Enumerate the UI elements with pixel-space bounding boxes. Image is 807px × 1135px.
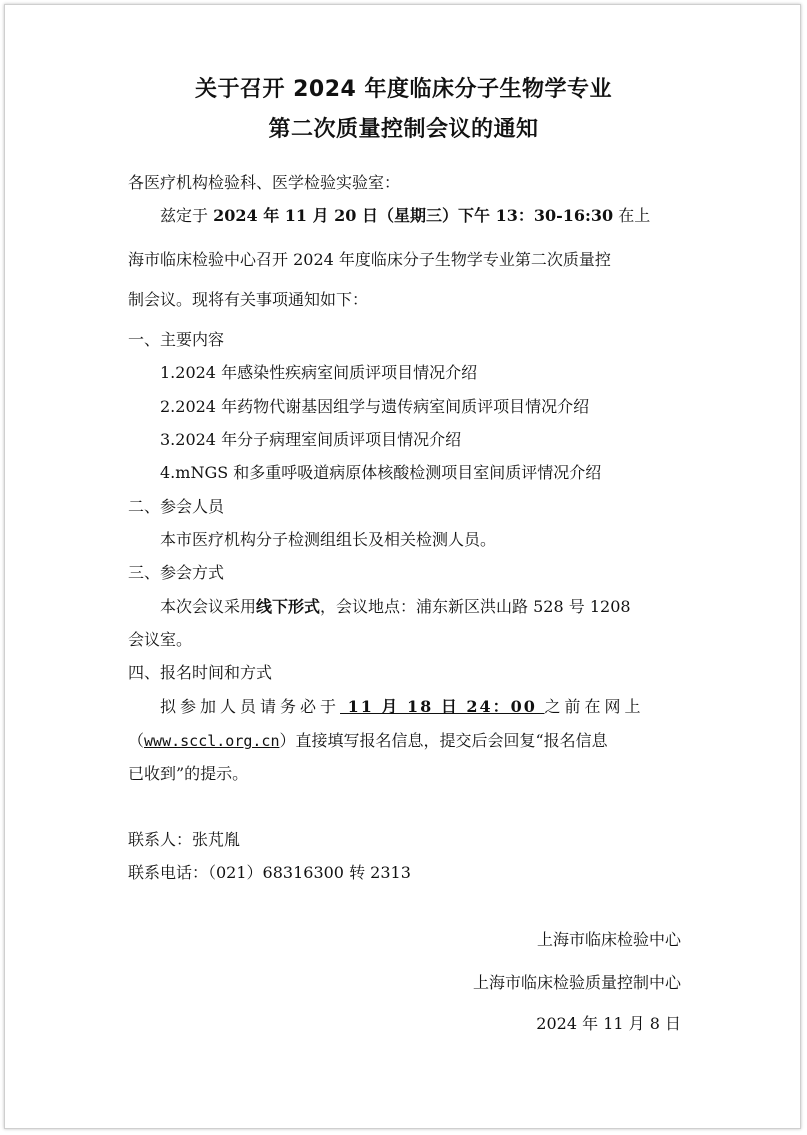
- section-3-prefix: 本次会议采用: [160, 597, 257, 616]
- section-3-line-2: 会议室。: [128, 630, 193, 649]
- section-2-text: 本市医疗机构分子检测组组长及相关检测人员。: [160, 530, 497, 549]
- intro-line-1: [160, 205, 650, 227]
- section-1-heading: 一、主要内容: [128, 330, 225, 349]
- signature-date: 2024 年 11 月 8 日: [536, 1014, 681, 1033]
- paren-open: （: [128, 731, 145, 750]
- meeting-datetime: 2024 年 11 月 20 日（星期三）下午 13：30-16:30: [213, 206, 614, 225]
- title-line-2: 第二次质量控制会议的通知: [268, 117, 539, 142]
- section-3-line-1: [160, 596, 631, 618]
- signature-org-2: 上海市临床检验质量控制中心: [472, 973, 681, 992]
- title-line-1: 关于召开 2024 年度临床分子生物学专业: [194, 77, 613, 102]
- signature-org-1: 上海市临床检验中心: [536, 930, 681, 949]
- contact-person: 联系人：张芃胤: [128, 830, 241, 849]
- salutation: 各医疗机构检验科、医学检验实验室：: [128, 173, 401, 192]
- section-4-line-3: 已收到”的提示。: [128, 764, 249, 783]
- section-4-line-2: [128, 730, 608, 752]
- section-4-suffix: 之前在网上: [544, 697, 645, 716]
- intro-line-2: 海市临床检验中心召开 2024 年度临床分子生物学专业第二次质量控: [128, 250, 611, 269]
- section-4-heading: 四、报名时间和方式: [128, 663, 273, 682]
- meeting-format: 线下形式: [256, 597, 321, 616]
- contact-phone: 联系电话：（021）68316300 转 2313: [128, 863, 411, 882]
- document-page: [4, 4, 801, 1129]
- section-4-line-2-rest: ）直接填写报名信息，提交后会回复“报名信息: [279, 731, 608, 750]
- list-item: 1.2024 年感染性疾病室间质评项目情况介绍: [160, 363, 478, 382]
- section-2-heading: 二、参会人员: [128, 497, 225, 516]
- meeting-location: ，会议地点：浦东新区洪山路 528 号 1208: [320, 597, 631, 616]
- section-4-line-1: [160, 696, 682, 718]
- intro-suffix: 在上: [613, 206, 651, 225]
- list-item: 2.2024 年药物代谢基因组学与遗传病室间质评项目情况介绍: [160, 397, 590, 416]
- section-4-prefix: 拟参加人员请务必于: [160, 697, 341, 716]
- intro-line-3: 制会议。现将有关事项通知如下：: [128, 290, 369, 309]
- registration-link[interactable]: www.sccl.org.cn: [144, 732, 280, 750]
- registration-deadline: 11 月 18 日 24：00: [340, 697, 545, 716]
- list-item: 4.mNGS 和多重呼吸道病原体核酸检测项目室间质评情况介绍: [160, 463, 602, 482]
- intro-prefix: 兹定于: [160, 206, 214, 225]
- section-3-heading: 三、参会方式: [128, 563, 225, 582]
- list-item: 3.2024 年分子病理室间质评项目情况介绍: [160, 430, 462, 449]
